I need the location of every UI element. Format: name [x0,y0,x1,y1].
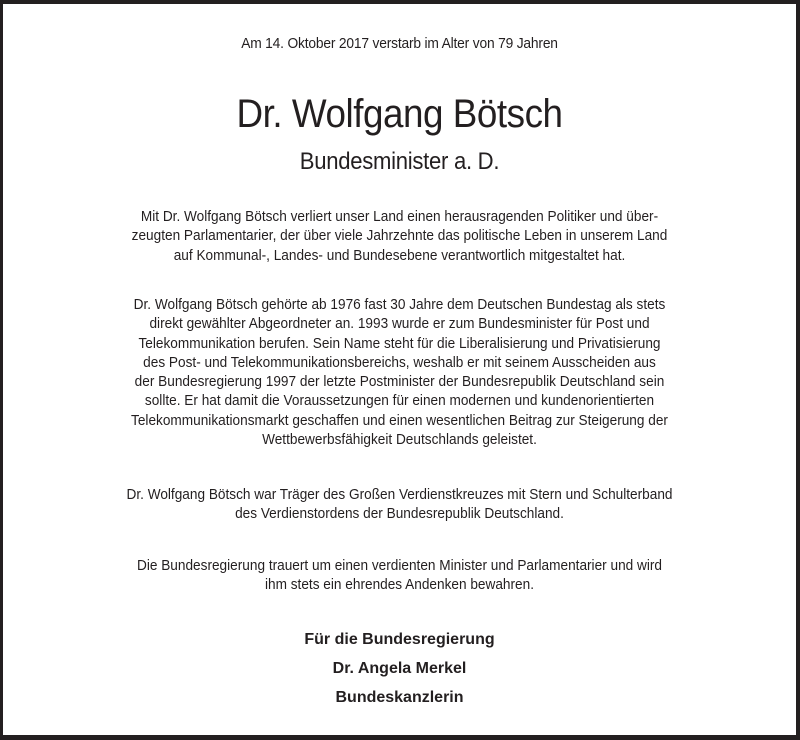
paragraph-line: ihm stets ein ehrendes Andenken bewahren. [264,577,534,594]
paragraph-line: Dr. Wolfgang Bötsch war Träger des Großen Verdienstkreuzes mit Stern und Schulterband [126,487,673,503]
paragraph-career [64,296,734,450]
intro-text: Am 14. Oktober 2017 verstarb im Alter von 79 Jahren [241,35,558,52]
paragraph-line: direkt gewählter Abgeordneter an. 1993 wurde er zum Bundesminister für Post und [149,316,650,333]
paragraph-line: sollte. Er hat damit die Voraussetzungen für einen modernen und kundenorientierten [144,393,655,410]
paragraph-line: Telekommunikationsmarkt geschaffen und einen wesentlichen Beitrag zur Steigerung der [131,412,668,429]
paragraph-line: Wettbewerbsfähigkeit Deutschlands geleistet. [262,432,537,449]
paragraph-line: des Post- und Telekommunikationsbereichs, weshalb er mit seinem Ausscheiden aus [143,354,656,371]
deceased-name: Dr. Wolfgang Bötsch [236,92,563,136]
paragraph-tribute [64,208,734,266]
paragraph-mourning [64,557,734,596]
deceased-title: Bundesminister a. D. [299,148,500,175]
paragraph-line: Telekommunikation berufen. Sein Name steht für die Liberalisierung und Privatisierung [138,335,661,352]
signature-organization: Für die Bundesregierung [304,631,495,648]
paragraph-line: Mit Dr. Wolfgang Bötsch verliert unser Land einen herausragenden Politiker und über- [140,209,659,225]
paragraph-line: der Bundesregierung 1997 der letzte Postminister der Bundesrepublik Deutschland sein [134,374,665,391]
signature-role: Bundeskanzlerin [335,689,464,706]
paragraph-line: Die Bundesregierung trauert um einen verdienten Minister und Parlamentarier und wird [136,558,663,574]
paragraph-line: Dr. Wolfgang Bötsch gehörte ab 1976 fast 30 Jahre dem Deutschen Bundestag als stets [133,297,666,313]
paragraph-line: auf Kommunal-, Landes- und Bundesebene verantwortlich mitgestaltet hat. [173,247,626,264]
paragraph-line: zeugten Parlamentarier, der über viele Jahrzehnte das politische Leben in unserem Land [131,228,668,245]
signature-name: Dr. Angela Merkel [332,660,467,677]
obituary-notice [3,4,796,735]
paragraph-line: des Verdienstordens der Bundesrepublik Deutschland. [235,506,564,523]
signature-block [3,625,796,712]
paragraph-honors [64,486,734,525]
